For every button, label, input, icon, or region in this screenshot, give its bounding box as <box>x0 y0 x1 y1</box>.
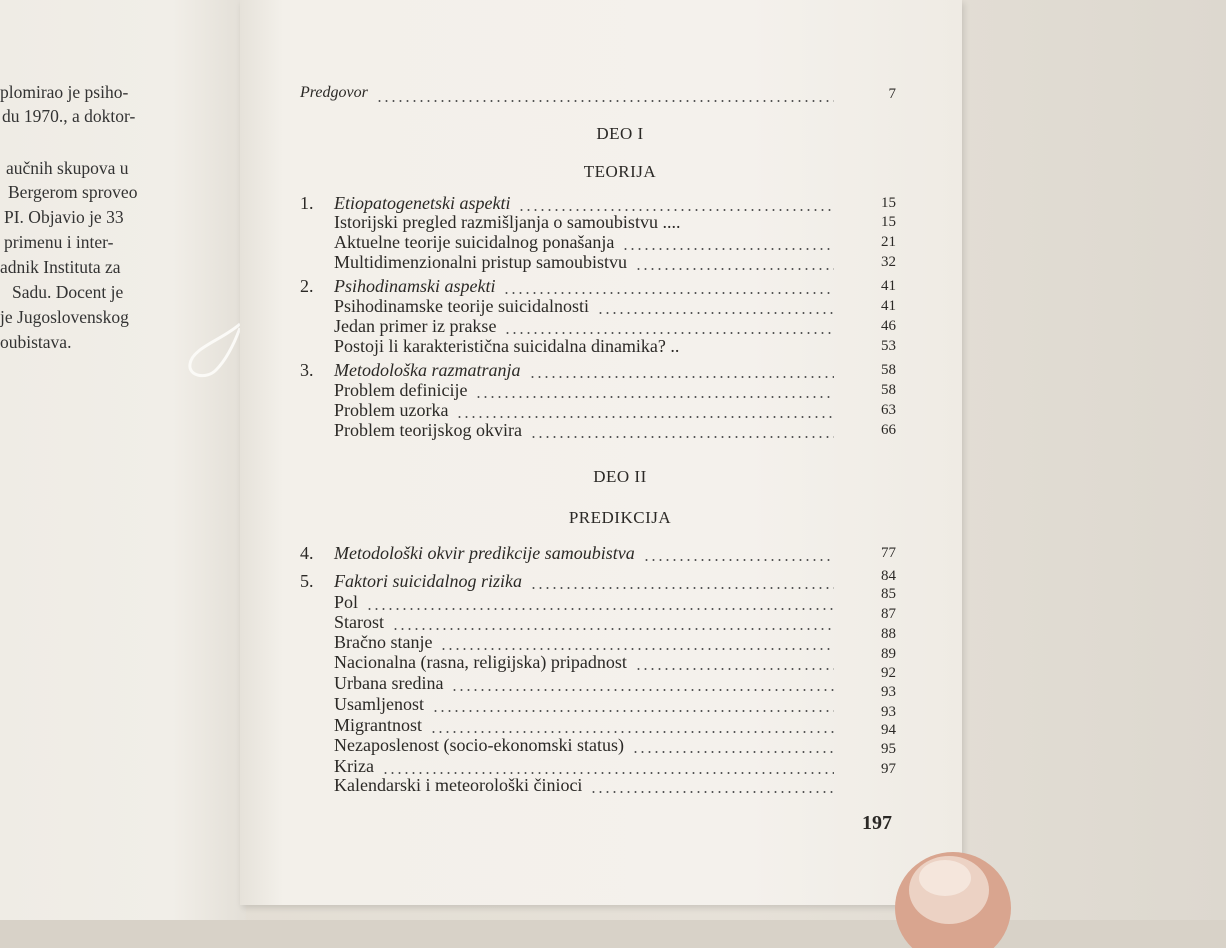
page-folio: 197 <box>862 812 892 834</box>
toc-chapter <box>300 543 840 565</box>
toc-entry-title: Usamljenost <box>334 694 424 714</box>
toc-entry-title: Kriza <box>334 756 374 776</box>
left-text-line: adnik Instituta za <box>0 257 121 277</box>
toc-page-number: 93 <box>881 704 896 720</box>
part-label: DEO II <box>593 467 647 486</box>
toc-section <box>300 400 840 422</box>
toc-entry-title: Pol <box>334 592 359 612</box>
toc-page-number: 41 <box>881 298 896 314</box>
dot-leader <box>529 376 835 378</box>
toc-page-number: 92 <box>881 665 896 681</box>
dot-leader <box>635 668 834 670</box>
part-label: DEO I <box>596 124 644 143</box>
toc-chapter <box>300 571 840 593</box>
dot-leader <box>590 791 834 793</box>
toc-entry-preface <box>300 84 840 106</box>
toc-section <box>300 336 840 358</box>
dot-leader <box>530 436 834 438</box>
dot-leader <box>632 751 834 753</box>
left-text-line: primenu i inter- <box>4 232 114 252</box>
toc-entry-title: Nezaposlenost (socio-ekonomski status) <box>334 735 624 755</box>
dot-leader <box>597 312 834 314</box>
part-title: PREDIKCIJA <box>568 508 672 527</box>
dot-leader <box>503 292 834 294</box>
toc-entry-title: Migrantnost <box>334 715 422 735</box>
toc-section <box>300 735 840 757</box>
dot-leader <box>635 268 834 270</box>
toc-entry-title: Problem definicije <box>334 380 468 400</box>
toc-page-number: 63 <box>881 402 896 418</box>
toc-page-number: 58 <box>881 362 896 378</box>
chapter-number: 2. <box>300 276 314 296</box>
toc-entry-title: Bračno stanje <box>334 632 433 652</box>
toc-section <box>300 673 840 695</box>
dot-leader <box>456 416 834 418</box>
toc-entry-title: Nacionalna (rasna, religijska) pripadnost <box>334 652 627 672</box>
dot-leader <box>382 772 834 774</box>
toc-section <box>300 316 840 338</box>
toc-page-number: 7 <box>888 86 896 102</box>
chapter-number: 4. <box>300 543 314 563</box>
toc-page-number: 32 <box>881 254 896 270</box>
dot-leader <box>440 648 834 650</box>
toc-page-number: 87 <box>881 606 896 622</box>
toc-section <box>300 592 840 614</box>
toc-section <box>300 252 840 274</box>
dot-leader <box>366 608 834 610</box>
toc-entry-title: Urbana sredina <box>334 673 444 693</box>
toc-chapter <box>300 360 840 382</box>
chapter-number: 1. <box>300 193 314 213</box>
left-text-line: du 1970., a doktor- <box>2 106 136 126</box>
toc-entry-title: Istorijski pregled razmišljanja o samoubistvu .... <box>334 212 681 232</box>
toc-page-number: 85 <box>881 586 896 602</box>
dot-leader <box>622 248 834 250</box>
left-text-line: je Jugoslovenskog <box>0 307 129 327</box>
toc-page-number: 46 <box>881 318 896 334</box>
left-text-line: aučnih skupova u <box>6 158 129 178</box>
toc-section <box>300 632 840 654</box>
left-text-line: PI. Objavio je 33 <box>4 207 124 227</box>
dot-leader <box>475 396 834 398</box>
toc-page-number: 89 <box>881 646 896 662</box>
toc-page-number: 97 <box>881 761 896 777</box>
toc-section <box>300 775 840 797</box>
toc-page-number: 84 <box>881 568 896 584</box>
binding-thread <box>182 320 242 382</box>
toc-page-number: 94 <box>881 722 896 738</box>
toc-entry-title: Jedan primer iz prakse <box>334 316 497 336</box>
dot-leader <box>643 559 834 561</box>
toc-entry-title: Starost <box>334 612 385 632</box>
toc-page-number: 66 <box>881 422 896 438</box>
toc-section <box>300 694 840 716</box>
dot-leader <box>451 689 834 691</box>
chapter-number: 3. <box>300 360 314 380</box>
toc-section <box>300 715 840 737</box>
toc-entry-title: Postoji li karakteristična suicidalna dinamika? .. <box>334 336 680 356</box>
toc-page-number: 21 <box>881 234 896 250</box>
toc-page-number: 15 <box>881 214 896 230</box>
toc-entry-title: Problem uzorka <box>334 400 449 420</box>
dot-leader <box>432 710 834 712</box>
toc-page-number: 77 <box>881 545 896 561</box>
left-text-line: Sadu. Docent je <box>12 282 124 302</box>
left-text-line: oubistava. <box>0 332 72 352</box>
part-title: TEORIJA <box>583 162 657 181</box>
toc-section <box>300 212 840 234</box>
toc-entry-title: Predgovor <box>300 84 368 101</box>
chapter-number: 5. <box>300 571 314 591</box>
toc-entry-title: Multidimenzionalni pristup samoubistvu <box>334 252 627 272</box>
toc-page-number: 88 <box>881 626 896 642</box>
left-text-line: Bergerom sproveo <box>8 182 138 202</box>
dot-leader <box>430 731 834 733</box>
toc-page-number: 15 <box>881 195 896 211</box>
left-page <box>0 0 246 920</box>
toc-entry-title: Kalendarski i meteorološki činioci <box>334 775 583 795</box>
toc-page-number: 41 <box>881 278 896 294</box>
toc-section <box>300 296 840 318</box>
toc-page-number: 93 <box>881 684 896 700</box>
toc-entry-title: Metodološki okvir predikcije samoubistva <box>334 543 635 563</box>
toc-section <box>300 380 840 402</box>
dot-leader <box>504 332 834 334</box>
toc-entry-title: Metodološka razmatranja <box>334 360 521 380</box>
toc-chapter <box>300 276 840 298</box>
dot-leader <box>530 587 834 589</box>
toc-entry-title: Problem teorijskog okvira <box>334 420 522 440</box>
toc-entry-title: Psihodinamski aspekti <box>334 276 496 296</box>
toc-entry-title: Etiopatogenetski aspekti <box>334 193 511 213</box>
toc-entry-title: Aktuelne teorije suicidalnog ponašanja <box>334 232 615 252</box>
toc-section <box>300 420 840 442</box>
toc-entry-title: Psihodinamske teorije suicidalnosti <box>334 296 589 316</box>
left-text-line: plomirao je psiho- <box>0 82 129 102</box>
toc-page-number: 53 <box>881 338 896 354</box>
thumb-image <box>893 838 1023 948</box>
dot-leader <box>392 628 834 630</box>
dot-leader <box>518 209 834 211</box>
toc-section <box>300 232 840 254</box>
toc-page-number: 58 <box>881 382 896 398</box>
toc-section <box>300 612 840 634</box>
toc-entry-title: Faktori suicidalnog rizika <box>334 571 522 591</box>
dot-leader <box>376 100 834 102</box>
toc-page-number: 95 <box>881 741 896 757</box>
toc-section <box>300 652 840 674</box>
